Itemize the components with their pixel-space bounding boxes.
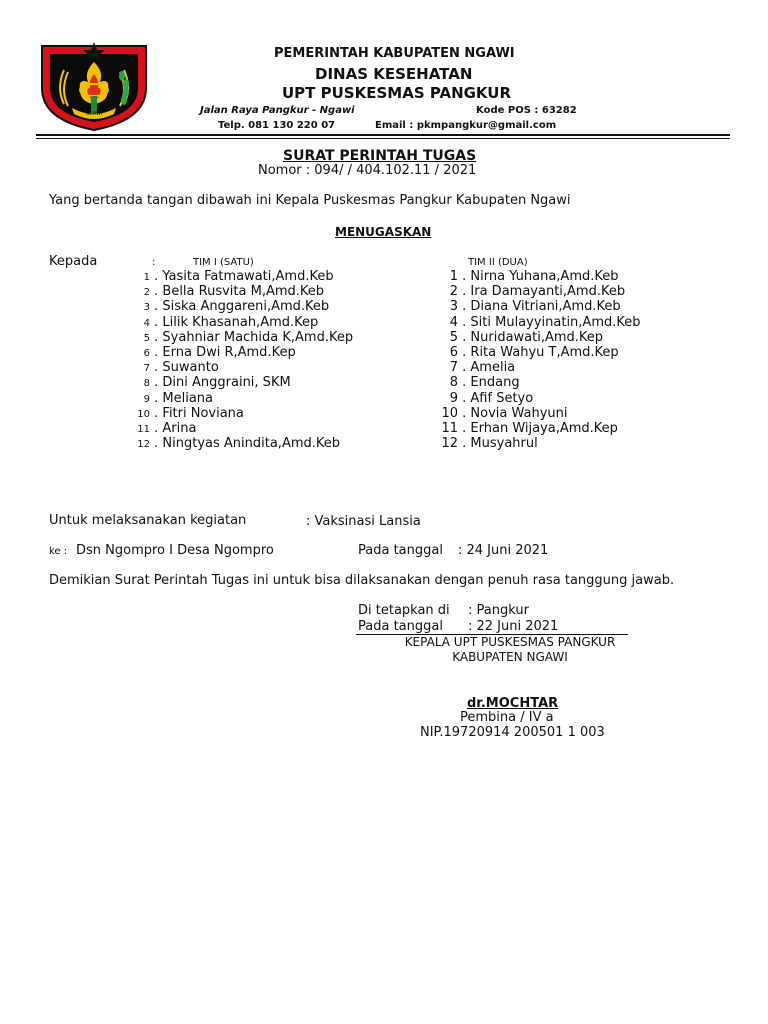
- member-number: 12: [441, 436, 458, 452]
- member-separator: .: [458, 314, 471, 330]
- member-separator: .: [458, 269, 471, 284]
- member-name: Fitri Noviana: [162, 405, 244, 421]
- team1-member: [132, 375, 291, 390]
- member-name: Yasita Fatmawati,Amd.Keb: [162, 269, 334, 284]
- member-separator: .: [458, 329, 471, 345]
- activity-value: : Vaksinasi Lansia: [306, 514, 421, 529]
- team2-member: [438, 375, 520, 390]
- puskesmas-line: UPT PUSKESMAS PANGKUR: [282, 84, 512, 102]
- member-name: Rita Wahyu T,Amd.Kep: [470, 345, 619, 360]
- signatory-name: dr.MOCHTAR: [467, 696, 559, 711]
- team1-member: [132, 330, 353, 345]
- member-name: Syahniar Machida K,Amd.Kep: [162, 329, 354, 345]
- member-number: 10: [137, 408, 150, 420]
- team1-member: [132, 345, 296, 360]
- department-line: DINAS KESEHATAN: [315, 65, 473, 83]
- member-separator: .: [458, 345, 471, 360]
- member-name: Novia Wahyuni: [470, 405, 568, 421]
- location-value: Dsn Ngompro I Desa Ngompro: [76, 543, 274, 558]
- team1-member: [132, 299, 329, 314]
- member-name: Endang: [470, 375, 520, 391]
- location-label: ke :: [49, 546, 68, 557]
- member-number: 3: [143, 302, 150, 314]
- member-number: 7: [449, 360, 458, 376]
- phone-text: Telp. 081 130 220 07: [218, 120, 336, 131]
- position-line-1: KEPALA UPT PUSKESMAS PANGKUR: [404, 635, 616, 649]
- member-separator: .: [458, 375, 471, 391]
- member-separator: .: [150, 345, 163, 360]
- member-separator: .: [150, 329, 163, 345]
- team2-member: [438, 330, 603, 345]
- member-separator: .: [458, 360, 471, 376]
- member-name: Erhan Wijaya,Amd.Kep: [470, 421, 618, 436]
- member-name: Ira Damayanti,Amd.Keb: [470, 284, 626, 300]
- ngawi-regency-emblem-icon: [38, 40, 150, 132]
- team2-member: [438, 284, 625, 299]
- member-number: 11: [137, 424, 150, 435]
- team1-member: [132, 391, 213, 406]
- position-line-2: KABUPATEN NGAWI: [452, 650, 568, 664]
- team1-member: [132, 421, 196, 436]
- document-title: SURAT PERINTAH TUGAS: [283, 148, 477, 164]
- team2-member: [438, 360, 515, 375]
- team2-member: [438, 421, 618, 436]
- member-number: 9: [449, 390, 458, 406]
- member-number: 6: [143, 348, 150, 359]
- member-separator: .: [458, 421, 471, 436]
- member-separator: .: [150, 360, 163, 376]
- member-separator: .: [150, 284, 163, 300]
- team1-member: [132, 284, 324, 299]
- member-number: 1: [449, 269, 458, 284]
- member-number: 8: [449, 375, 458, 391]
- letterhead-rule: [36, 134, 730, 136]
- team1-member: [132, 360, 219, 375]
- member-name: Amelia: [470, 360, 516, 376]
- signature-date-label: Pada tanggal: [358, 619, 443, 634]
- svg-text:NGAWI: NGAWI: [85, 111, 103, 117]
- team2-member: [438, 299, 621, 314]
- member-separator: .: [150, 314, 163, 330]
- member-number: 10: [441, 405, 458, 421]
- member-separator: .: [150, 390, 163, 406]
- member-number: 2: [449, 284, 458, 300]
- signature-date-value: : 22 Juni 2021: [468, 619, 559, 634]
- member-number: 5: [449, 329, 458, 345]
- member-name: Nirna Yuhana,Amd.Keb: [470, 269, 619, 284]
- document-number: Nomor : 094/ / 404.102.11 / 2021: [258, 163, 477, 178]
- member-number: 11: [441, 421, 458, 436]
- member-name: Bella Rusvita M,Amd.Keb: [162, 284, 325, 300]
- kepada-colon: :: [152, 257, 156, 268]
- member-number: 4: [143, 317, 150, 329]
- member-name: Meliana: [162, 390, 214, 406]
- member-separator: .: [150, 436, 163, 452]
- team2-member: [438, 345, 619, 360]
- team1-member: [132, 315, 318, 330]
- team2-member: [438, 269, 619, 284]
- address-text: Jalan Raya Pangkur - Ngawi: [200, 105, 355, 116]
- member-name: Lilik Khasanah,Amd.Kep: [162, 314, 319, 330]
- member-number: 6: [449, 345, 458, 360]
- team2-member: [438, 391, 533, 406]
- member-name: Siti Mulayyinatin,Amd.Keb: [470, 314, 641, 330]
- team1-label: TIM I (SATU): [193, 257, 254, 268]
- member-separator: .: [458, 299, 471, 315]
- member-separator: .: [150, 299, 163, 315]
- place-value: : Pangkur: [468, 603, 529, 618]
- member-name: Siska Anggareni,Amd.Keb: [162, 299, 330, 315]
- member-number: 4: [449, 314, 458, 330]
- kepada-label: Kepada: [49, 254, 98, 269]
- member-separator: .: [458, 436, 471, 452]
- closing-text: Demikian Surat Perintah Tugas ini untuk bisa dilaksanakan dengan penuh rasa tanggung jawab.: [49, 573, 675, 588]
- team2-label: TIM II (DUA): [468, 257, 528, 268]
- member-separator: .: [150, 269, 163, 284]
- team1-member: [132, 269, 334, 284]
- member-separator: .: [458, 284, 471, 300]
- member-name: Nuridawati,Amd.Kep: [470, 329, 604, 345]
- member-separator: .: [150, 375, 163, 391]
- intro-text: Yang bertanda tangan dibawah ini Kepala Puskesmas Pangkur Kabupaten Ngawi: [49, 193, 571, 208]
- member-separator: .: [458, 390, 471, 406]
- postal-code-text: Kode POS : 63282: [476, 105, 577, 116]
- member-number: 3: [449, 299, 458, 315]
- member-name: Arina: [162, 421, 197, 436]
- letterhead-rule-thin: [36, 138, 730, 139]
- member-number: 8: [143, 378, 150, 390]
- member-number: 9: [143, 393, 150, 405]
- member-number: 2: [143, 287, 150, 299]
- team1-member: [132, 406, 244, 421]
- activity-date-value: : 24 Juni 2021: [458, 543, 549, 558]
- signatory-rank: Pembina / IV a: [460, 710, 554, 725]
- member-name: Dini Anggraini, SKM: [162, 375, 291, 391]
- member-separator: .: [458, 405, 471, 421]
- activity-label: Untuk melaksanakan kegiatan: [49, 513, 247, 528]
- member-name: Erna Dwi R,Amd.Kep: [162, 345, 296, 360]
- team2-member: [438, 436, 538, 451]
- member-name: Afif Setyo: [470, 390, 534, 406]
- member-number: 5: [143, 332, 150, 344]
- member-name: Suwanto: [162, 360, 219, 376]
- member-number: 12: [137, 439, 150, 451]
- email-text: Email : pkmpangkur@gmail.com: [375, 120, 557, 131]
- activity-date-label: Pada tanggal: [358, 543, 443, 558]
- team2-member: [438, 315, 641, 330]
- member-name: Diana Vitriani,Amd.Keb: [470, 299, 621, 315]
- member-number: 7: [143, 363, 150, 375]
- signatory-nip: NIP.19720914 200501 1 003: [420, 725, 605, 740]
- assignment-heading: MENUGASKAN: [335, 225, 432, 239]
- member-separator: .: [150, 405, 163, 421]
- team2-member: [438, 406, 568, 421]
- member-name: Ningtyas Anindita,Amd.Keb: [162, 436, 341, 452]
- member-separator: .: [150, 421, 163, 436]
- member-name: Musyahrul: [470, 436, 538, 452]
- member-number: 1: [143, 272, 150, 283]
- place-label: Di tetapkan di: [358, 603, 450, 618]
- government-line: PEMERINTAH KABUPATEN NGAWI: [274, 46, 515, 61]
- team1-member: [132, 436, 340, 451]
